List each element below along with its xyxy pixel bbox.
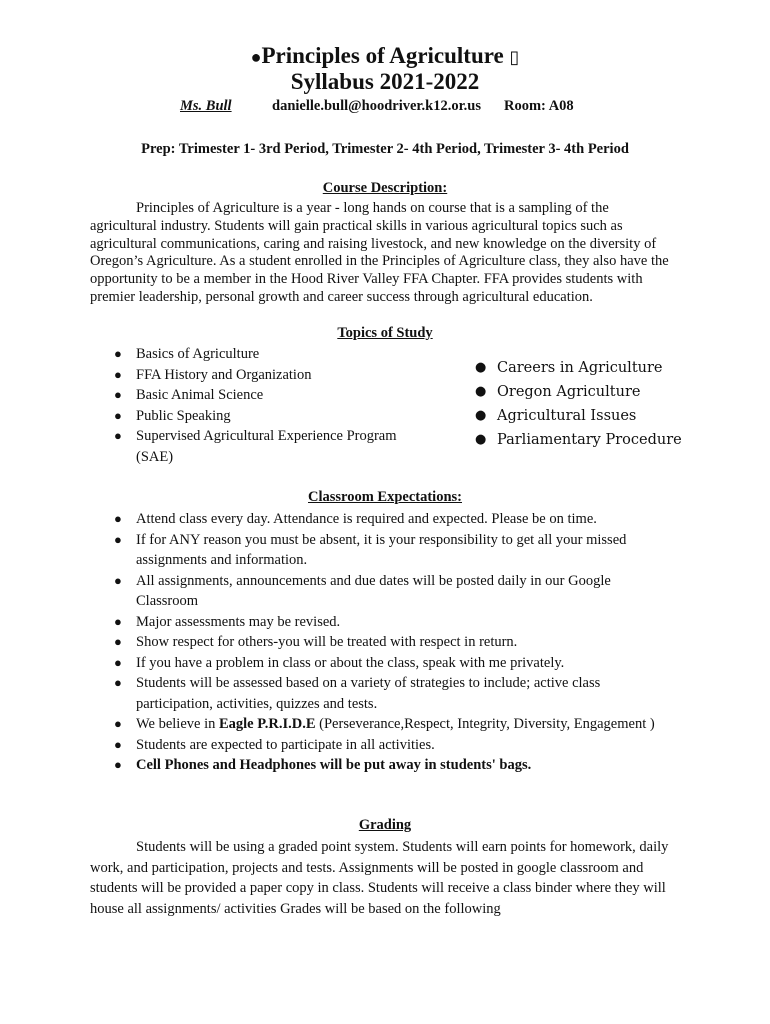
topics-heading: Topics of Study bbox=[337, 325, 433, 341]
bullet-icon: ● bbox=[114, 511, 122, 526]
list-item: ● If you have a problem in class or about the class, speak with me privately. bbox=[136, 653, 656, 674]
list-item: ● Oregon Agriculture bbox=[497, 380, 717, 404]
list-item: ● If for ANY reason you must be absent, it is your responsibility to get all your missed assignments and information. bbox=[114, 531, 627, 568]
bullet-icon: ● bbox=[475, 432, 487, 447]
page-subtitle: Syllabus 2021-2022 bbox=[290, 69, 480, 94]
list-item: ● Careers in Agriculture bbox=[497, 356, 717, 380]
list-item: ● Parliamentary Procedure bbox=[497, 428, 717, 452]
bullet-icon: ● bbox=[114, 654, 122, 670]
list-item: ● Agricultural Issues bbox=[497, 404, 717, 428]
bullet-icon: ● bbox=[114, 387, 122, 402]
bullet-icon: ● bbox=[114, 407, 122, 423]
topics-list-right bbox=[475, 356, 717, 452]
list-item: ● Cell Phones and Headphones will be put away in students' bags. bbox=[136, 755, 656, 776]
list-item: ● Major assessments may be revised. bbox=[136, 612, 656, 633]
topics-list-left bbox=[114, 344, 436, 467]
bullet-icon: ● bbox=[475, 408, 487, 423]
list-item: ● Basic Animal Science bbox=[136, 385, 436, 406]
bullet-icon: ● bbox=[114, 428, 122, 443]
list-item: ● Attend class every day. Attendance is required and expected. Please be on time. bbox=[136, 509, 656, 530]
grading-heading: Grading bbox=[358, 817, 412, 833]
course-description-heading: Course Description: bbox=[322, 180, 448, 196]
expectations-list bbox=[114, 509, 656, 776]
eagle-pride: Eagle P.R.I.D.E bbox=[218, 716, 316, 732]
list-item: ● Students are expected to participate in all activities. bbox=[136, 735, 656, 756]
bullet-icon: ● bbox=[114, 366, 122, 382]
bullet-icon: ● bbox=[114, 572, 122, 588]
bullet-icon: ● bbox=[475, 360, 487, 375]
list-item: ● Students will be assessed based on a variety of strategies to include; active class participation, activities, quizzes and tests. bbox=[114, 675, 601, 712]
bullet-icon: ● bbox=[250, 47, 262, 67]
list-item: ● Show respect for others-you will be treated with respect in return. bbox=[136, 632, 656, 653]
bullet-icon: ● bbox=[475, 384, 487, 399]
list-item: ● We believe in Eagle P.R.I.D.E (Perseverance,Respect, Integrity, Diversity, Engagement ) bbox=[136, 714, 656, 735]
room-number: Room: A08 bbox=[504, 98, 574, 114]
teacher-name: Ms. Bull bbox=[180, 98, 232, 114]
teacher-email: danielle.bull@hoodriver.k12.or.us bbox=[272, 98, 482, 114]
list-item: ● All assignments, announcements and due dates will be posted daily in our Google Classroom bbox=[114, 572, 611, 609]
page-title bbox=[0, 42, 770, 71]
title-text: Principles of Agriculture bbox=[261, 43, 504, 68]
bullet-icon: ● bbox=[114, 675, 122, 690]
bullet-icon: ● bbox=[114, 757, 122, 772]
grading-body: Students will be using a graded point system. Students will earn points for homework, daily work, and participation, projects and tests. Assignments will be posted in google classroom and students will be provided a paper copy in class. Students will receive a class binder where they will house all assignments/ activities Grades will be based on the following bbox=[90, 839, 669, 917]
bullet-icon: ● bbox=[114, 346, 122, 361]
bullet-icon: ● bbox=[114, 736, 122, 752]
prep-periods: Prep: Trimester 1- 3rd Period, Trimester 2- 4th Period, Trimester 3- 4th Period bbox=[141, 141, 629, 157]
bullet-icon: ● bbox=[114, 613, 122, 629]
list-item: ● Public Speaking bbox=[136, 406, 436, 427]
list-item: ● FFA History and Organization bbox=[136, 365, 436, 386]
bullet-icon: ● bbox=[114, 634, 122, 649]
course-description-body: Principles of Agriculture is a year - long hands on course that is a sampling of the agricultural industry. Students will gain practical skills in various agricultural topics such as agricultural communications, caring and raising livestock, and new knowledge on the diversity of Oregon’s Agriculture. As a student enrolled in the Principles of Agriculture class, they also have the opportunity to be a member in the Hood River Valley FFA Chapter. FFA provides students with premier leadership, personal growth and career success through agricultural education. bbox=[90, 200, 669, 305]
bullet-icon: ● bbox=[114, 531, 122, 547]
placeholder-box-icon: ▯ bbox=[509, 47, 520, 67]
list-item: ● Basics of Agriculture bbox=[136, 344, 436, 365]
expectations-heading: Classroom Expectations: bbox=[308, 489, 462, 505]
course-description-text bbox=[90, 200, 670, 307]
list-item: ● Supervised Agricultural Experience Program (SAE) bbox=[114, 428, 397, 465]
bullet-icon: ● bbox=[114, 716, 122, 731]
grading-text bbox=[90, 837, 670, 919]
